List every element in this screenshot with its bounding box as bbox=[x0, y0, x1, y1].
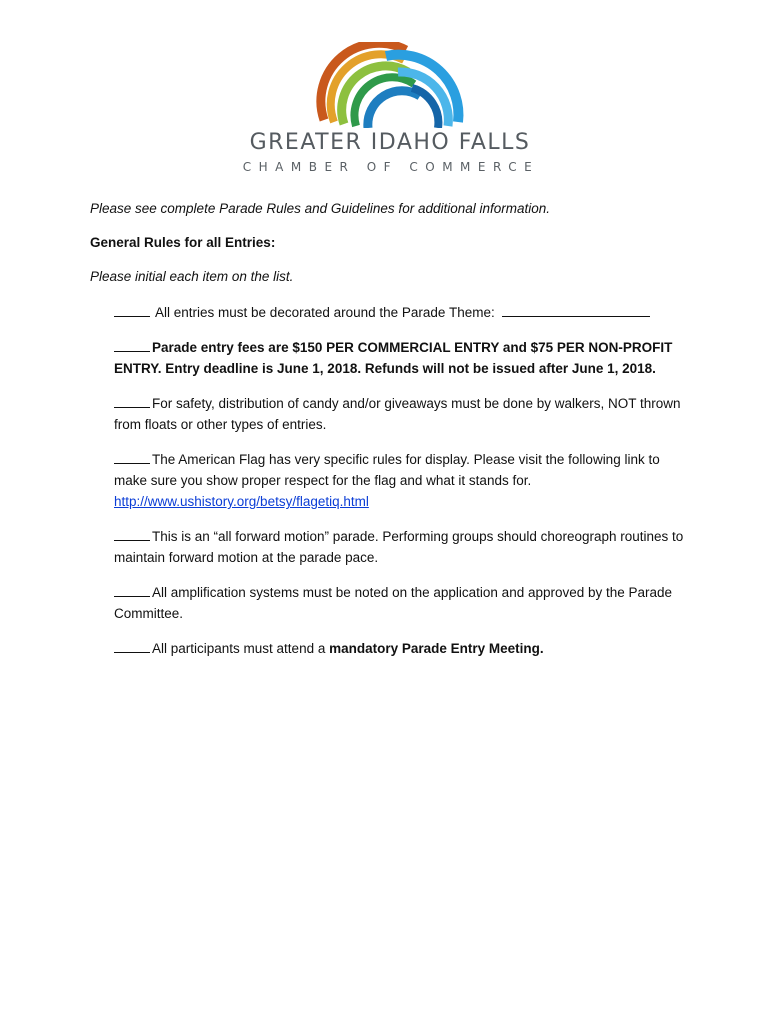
initial-blank[interactable] bbox=[114, 583, 150, 597]
org-name: GREATER IDAHO FALLS bbox=[249, 130, 531, 155]
rule-safety bbox=[114, 393, 684, 435]
rule-text: The American Flag has very specific rules for display. Please visit the following link to make sure you show proper respect for the flag and what it stands for. bbox=[114, 452, 660, 488]
rule-theme bbox=[114, 302, 684, 323]
rule-text: All entries must be decorated around the Parade Theme: bbox=[155, 305, 495, 320]
rule-text: All amplification systems must be noted on the application and approved by the Parade Committee. bbox=[114, 585, 673, 621]
rule-text: All participants must attend a bbox=[152, 641, 326, 656]
org-subtitle: CHAMBER OF COMMERCE bbox=[242, 160, 540, 174]
rule-flag bbox=[114, 449, 684, 512]
initial-blank[interactable] bbox=[114, 450, 150, 464]
flag-etiquette-link[interactable]: http://www.ushistory.org/betsy/flagetiq.html bbox=[114, 494, 369, 509]
instruction-text: Please initial each item on the list. bbox=[90, 269, 294, 284]
initial-blank[interactable] bbox=[114, 394, 150, 408]
section-heading: General Rules for all Entries: bbox=[90, 235, 276, 250]
rule-text: For safety, distribution of candy and/or giveaways must be done by walkers, NOT thrown from floats or other types of entries. bbox=[114, 396, 681, 432]
rule-text: This is an “all forward motion” parade. Performing groups should choreograph routines to maintain forward motion at the parade pace. bbox=[114, 529, 684, 565]
intro-text: Please see complete Parade Rules and Guidelines for additional information. bbox=[90, 201, 551, 216]
rule-forward-motion bbox=[114, 526, 684, 568]
rule-meeting bbox=[114, 638, 684, 659]
rule-text: Parade entry fees are $150 PER COMMERCIAL ENTRY and $75 PER NON-PROFIT ENTRY. Entry deadline is June 1, 2018. Refunds will not be issued after June 1, 2018. bbox=[114, 340, 673, 376]
initial-blank[interactable] bbox=[114, 303, 150, 317]
document-body bbox=[90, 200, 690, 673]
rule-fees bbox=[114, 337, 684, 379]
mandatory-meeting-text: mandatory Parade Entry Meeting. bbox=[329, 641, 544, 656]
initial-blank[interactable] bbox=[114, 338, 150, 352]
initial-blank[interactable] bbox=[114, 639, 150, 653]
initial-blank[interactable] bbox=[114, 527, 150, 541]
rainbow-arcs-logo-icon bbox=[316, 42, 466, 128]
chamber-logo bbox=[0, 40, 770, 180]
rules-list bbox=[114, 302, 684, 659]
rule-amplification bbox=[114, 582, 684, 624]
parade-theme-blank[interactable] bbox=[502, 303, 650, 317]
